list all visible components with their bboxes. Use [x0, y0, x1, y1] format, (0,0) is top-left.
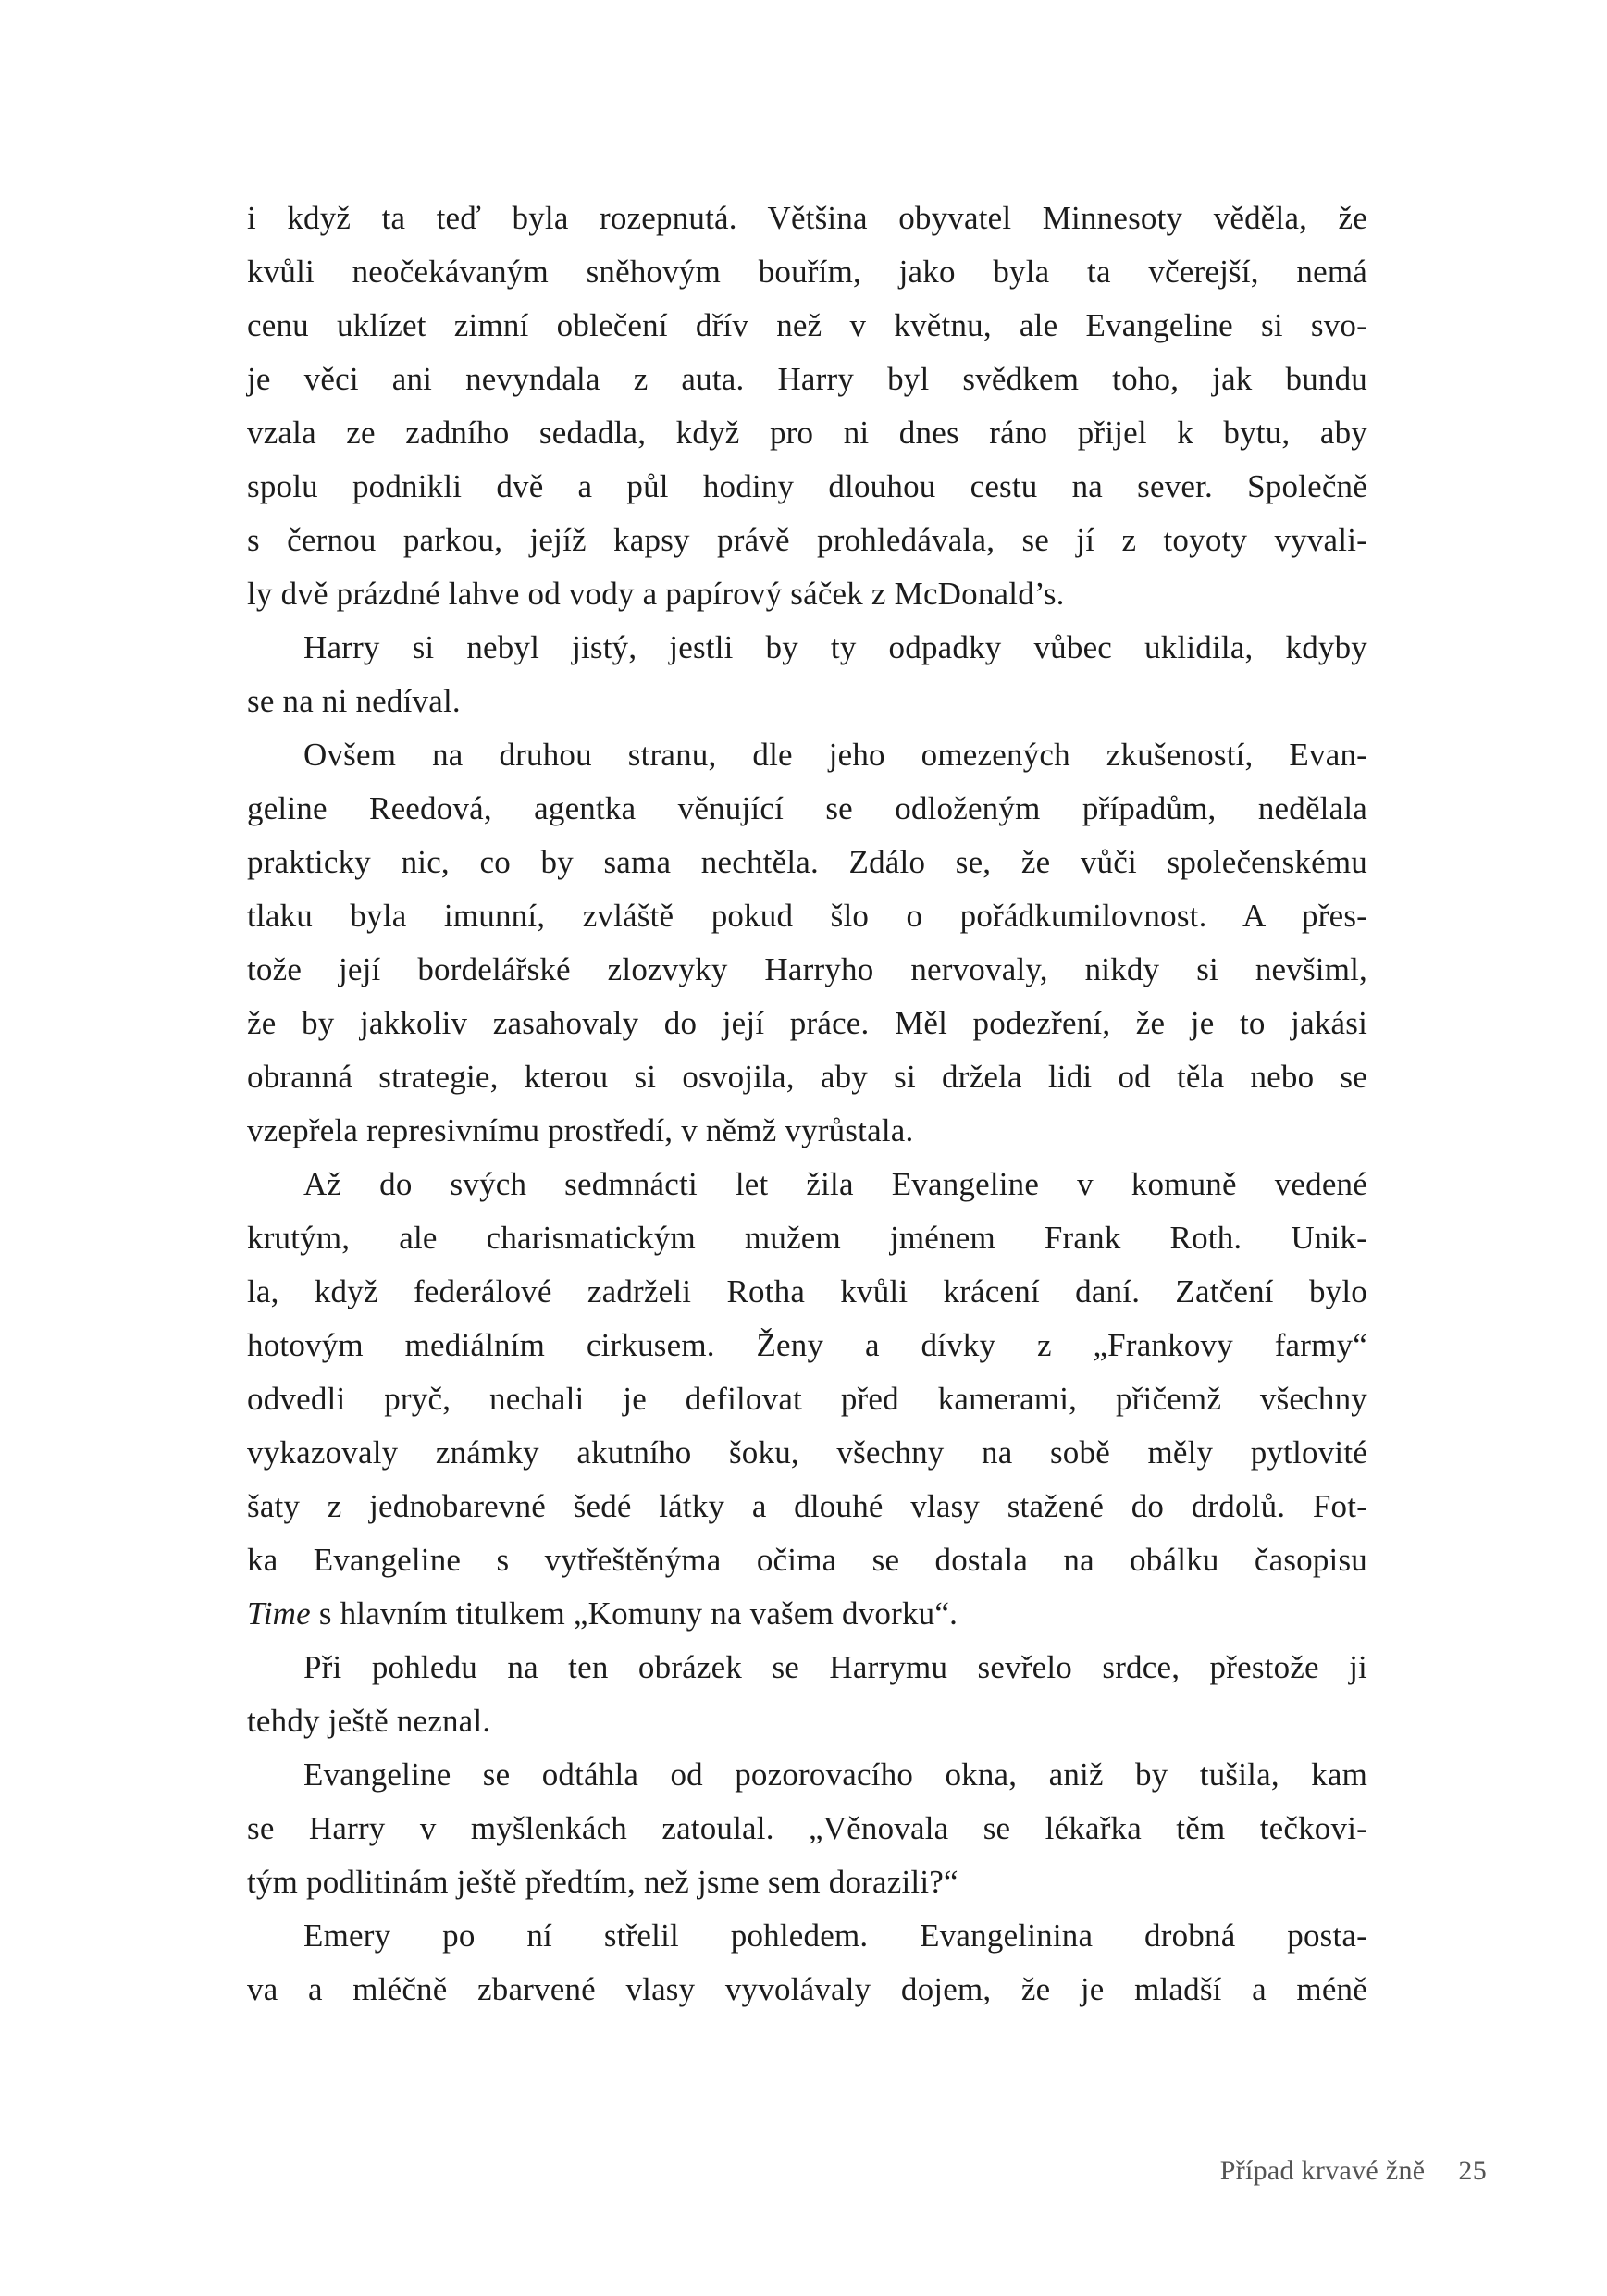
text-line: krutým, ale charismatickým mužem jménem Frank Roth. Unik-: [247, 1220, 1367, 1256]
text-line: Emery po ní střelil pohledem. Evangelinina drobná posta-: [303, 1917, 1367, 1954]
text-line: tože její bordelářské zlozvyky Harryho nervovaly, nikdy si nevšiml,: [247, 951, 1367, 987]
paragraph: [247, 1748, 1367, 1909]
text-block: [247, 192, 1367, 2017]
paragraph: [247, 1158, 1367, 1641]
text-line: prakticky nic, co by sama nechtěla. Zdálo se, že vůči společenskému: [247, 844, 1367, 880]
text-line: vykazovaly známky akutního šoku, všechny na sobě měly pytlovité: [247, 1434, 1367, 1471]
text-line: se Harry v myšlenkách zatoulal. „Věnovala se lékařka těm tečkovi-: [247, 1810, 1367, 1846]
page-number: 25: [1458, 2155, 1487, 2186]
text-line: va a mléčně zbarvené vlasy vyvolávaly dojem, že je mladší a méně: [247, 1971, 1367, 2007]
paragraph: [247, 728, 1367, 1158]
text-line: Ovšem na druhou stranu, dle jeho omezených zkušeností, Evan-: [303, 737, 1367, 773]
text-line: vzepřela represivnímu prostředí, v němž vyrůstala.: [247, 1112, 914, 1148]
text-line: obranná strategie, kterou si osvojila, aby si držela lidi od těla nebo se: [247, 1059, 1367, 1095]
text-line: tehdy ještě neznal.: [247, 1703, 491, 1739]
text-line: la, když federálové zadrželi Rotha kvůli krácení daní. Zatčení bylo: [247, 1273, 1367, 1309]
text-line: vzala ze zadního sedadla, když pro ni dnes ráno přijel k bytu, aby: [247, 415, 1367, 451]
text-line: tlaku byla imunní, zvláště pokud šlo o pořádkumilovnost. A přes-: [247, 898, 1367, 934]
text-line: geline Reedová, agentka věnující se odloženým případům, nedělala: [247, 790, 1367, 826]
text-line: hotovým mediálním cirkusem. Ženy a dívky z „Frankovy farmy“: [247, 1327, 1367, 1363]
paragraph: [247, 621, 1367, 728]
paragraph: [247, 1641, 1367, 1748]
text-line: odvedli pryč, nechali je defilovat před kamerami, přičemž všechny: [247, 1381, 1367, 1417]
text-line: šaty z jednobarevné šedé látky a dlouhé vlasy stažené do drdolů. Fot-: [247, 1488, 1367, 1524]
text-line: ka Evangeline s vytřeštěnýma očima se dostala na obálku časopisu: [247, 1542, 1367, 1578]
text-line: cenu uklízet zimní oblečení dřív než v květnu, ale Evangeline si svo-: [247, 307, 1367, 343]
text-line: [247, 1587, 1367, 1641]
text-line: je věci ani nevyndala z auta. Harry byl svědkem toho, jak bundu: [247, 361, 1367, 397]
text-line: s černou parkou, jejíž kapsy právě prohledávala, se jí z toyoty vyvali-: [247, 522, 1367, 558]
text-line: ly dvě prázdné lahve od vody a papírový sáček z McDonald’s.: [247, 576, 1065, 612]
text-line: spolu podnikli dvě a půl hodiny dlouhou cestu na sever. Společně: [247, 468, 1367, 504]
text-line: se na ni nedíval.: [247, 683, 461, 719]
italic-magazine-title: Time: [247, 1595, 311, 1632]
text-line: Až do svých sedmnácti let žila Evangeline v komuně vedené: [303, 1166, 1367, 1202]
text-line: i když ta teď byla rozepnutá. Většina obyvatel Minnesoty věděla, že: [247, 200, 1367, 236]
text-line: Harry si nebyl jistý, jestli by ty odpadky vůbec uklidila, kdyby: [303, 629, 1367, 665]
text-line: Evangeline se odtáhla od pozorovacího okna, aniž by tušila, kam: [303, 1756, 1367, 1793]
text-segment: s hlavním titulkem „Komuny na vašem dvorku“.: [310, 1595, 958, 1632]
text-line: Při pohledu na ten obrázek se Harrymu sevřelo srdce, přestože ji: [303, 1649, 1367, 1685]
text-line: tým podlitinám ještě předtím, než jsme sem dorazili?“: [247, 1864, 958, 1900]
paragraph: [247, 192, 1367, 621]
running-title: Případ krvavé žně: [1219, 2155, 1426, 2186]
paragraph: [247, 1909, 1367, 2017]
page-footer: [1220, 2153, 1487, 2190]
text-line: kvůli neočekávaným sněhovým bouřím, jako byla ta včerejší, nemá: [247, 254, 1367, 290]
text-line: že by jakkoliv zasahovaly do její práce. Měl podezření, že je to jakási: [247, 1005, 1367, 1041]
